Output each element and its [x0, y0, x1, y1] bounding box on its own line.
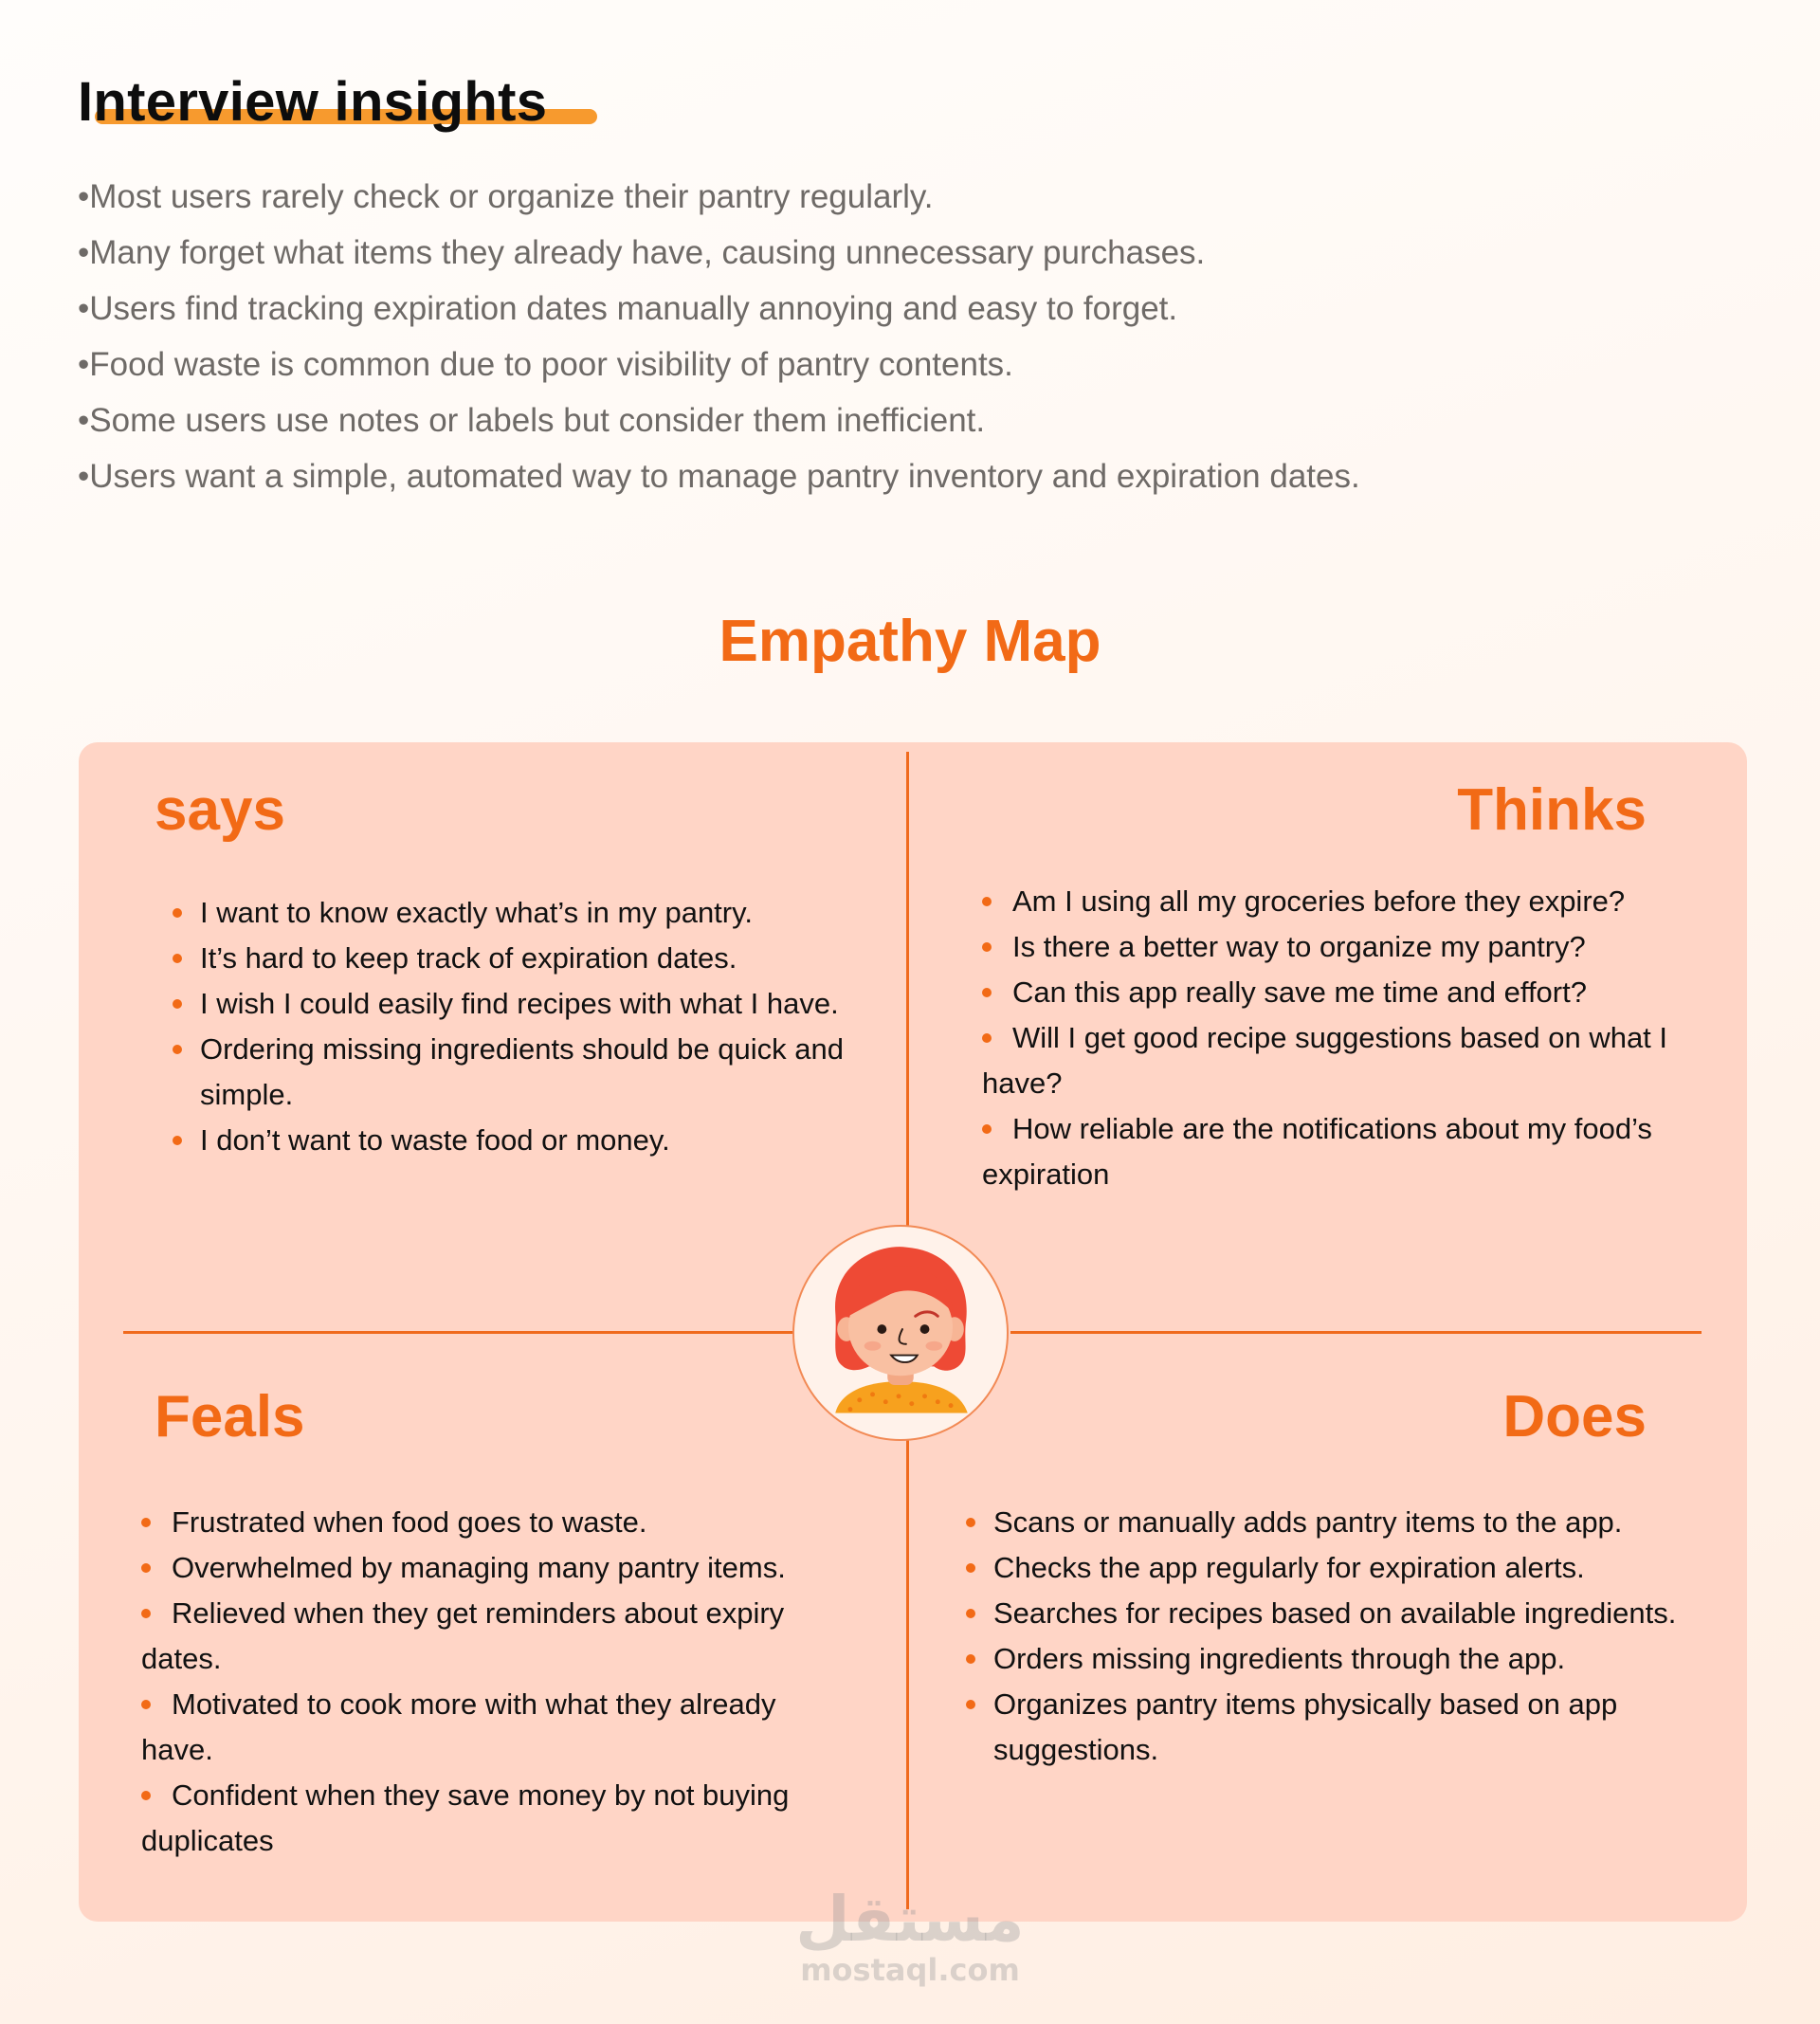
thinks-item: Is there a better way to organize my pantry?: [982, 924, 1721, 970]
divider-vertical-top: [906, 752, 909, 1229]
divider-vertical-bottom: [906, 1438, 909, 1909]
insights-list: [78, 169, 1360, 504]
thinks-item: Am I using all my groceries before they expire?: [982, 879, 1721, 924]
watermark-text: mostaql.com: [800, 1952, 1020, 1988]
does-item: Searches for recipes based on available ingredients.: [993, 1591, 1714, 1636]
woman-avatar-icon: [794, 1227, 1007, 1439]
divider-horizontal-left: [123, 1331, 793, 1334]
says-item: I don’t want to waste food or money.: [200, 1118, 845, 1163]
thinks-list: [982, 879, 1721, 1197]
says-title: says: [155, 777, 285, 843]
feals-item: Frustrated when food goes to waste.: [141, 1500, 843, 1545]
empathy-map-title: Empathy Map: [719, 609, 1101, 674]
insight-item: •Many forget what items they already have, causing unnecessary purchases.: [78, 234, 1206, 271]
thinks-item: How reliable are the notifications about my food’s expiration: [982, 1106, 1721, 1197]
says-item: I want to know exactly what’s in my pantry.: [200, 890, 845, 936]
insight-item: •Food waste is common due to poor visibility of pantry contents.: [78, 346, 1013, 383]
says-item: Ordering missing ingredients should be quick and simple.: [200, 1027, 845, 1118]
page-title: Interview insights: [78, 71, 548, 133]
feals-item: Motivated to cook more with what they already have.: [141, 1682, 843, 1773]
thinks-item: Can this app really save me time and effort?: [982, 970, 1721, 1015]
does-item: Scans or manually adds pantry items to the app.: [993, 1500, 1714, 1545]
feals-title: Feals: [155, 1384, 305, 1450]
thinks-item: Will I get good recipe suggestions based on what I have?: [982, 1015, 1721, 1106]
feals-item: Confident when they save money by not buying duplicates: [141, 1773, 843, 1864]
does-item: Orders missing ingredients through the app.: [993, 1636, 1714, 1682]
avatar: [792, 1225, 1009, 1441]
watermark-logo: مستقل: [795, 1883, 1025, 1956]
insight-item: •Some users use notes or labels but consider them inefficient.: [78, 402, 986, 439]
insight-item: •Most users rarely check or organize their pantry regularly.: [78, 178, 934, 215]
feals-list: [141, 1500, 843, 1864]
does-title: Does: [1502, 1384, 1647, 1450]
insight-item: •Users find tracking expiration dates manually annoying and easy to forget.: [78, 290, 1178, 327]
says-item: It’s hard to keep track of expiration dates.: [200, 936, 845, 981]
page-header: [78, 64, 547, 140]
does-item: Checks the app regularly for expiration alerts.: [993, 1545, 1714, 1591]
says-list: [200, 890, 845, 1163]
divider-horizontal-right: [1010, 1331, 1702, 1334]
does-item: Organizes pantry items physically based on app suggestions.: [993, 1682, 1714, 1773]
insight-item: •Users want a simple, automated way to manage pantry inventory and expiration dates.: [78, 458, 1360, 495]
feals-item: Relieved when they get reminders about expiry dates.: [141, 1591, 843, 1682]
feals-item: Overwhelmed by managing many pantry items.: [141, 1545, 843, 1591]
does-list: [993, 1500, 1714, 1773]
thinks-title: Thinks: [1457, 777, 1647, 843]
says-item: I wish I could easily find recipes with what I have.: [200, 981, 845, 1027]
